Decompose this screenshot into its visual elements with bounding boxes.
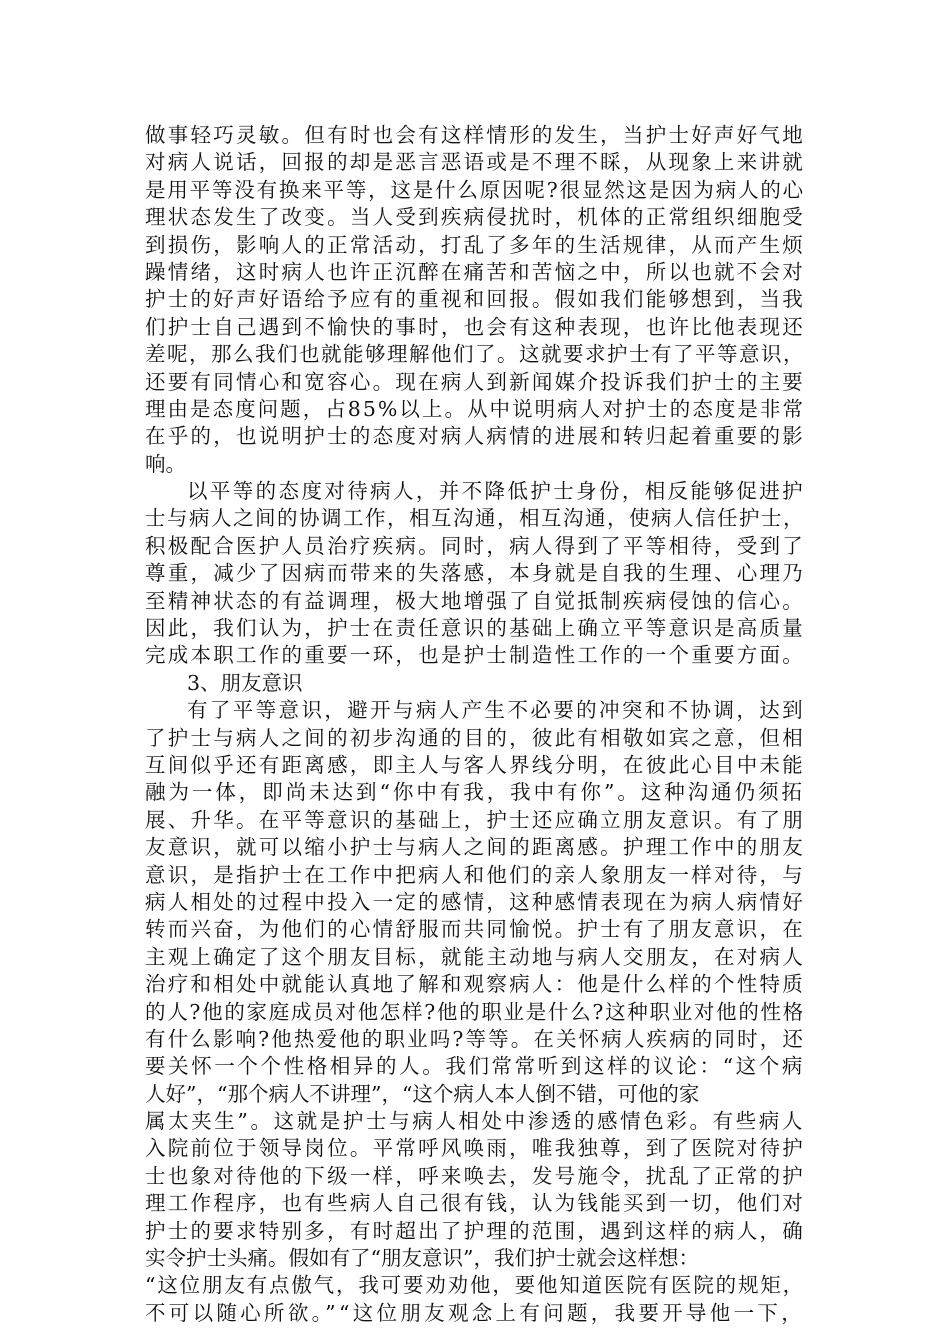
text-line: 转而兴奋，为他们的心情舒服而共同愉悦。护士有了朋友意识，在 xyxy=(145,917,806,942)
text-line: 护士的要求特别多，有时超出了护理的范围，遇到这样的病人，确 xyxy=(145,1218,806,1243)
text-line: 病人相处的过程中投入一定的感情，这种感情表现在为病人病情好 xyxy=(145,889,806,914)
paragraph-start-line: 有了平等意识，避开与病人产生不必要的冲突和不协调，达到 xyxy=(187,698,806,723)
text-line: 士与病人之间的协调工作，相互沟通，相互沟通，使病人信任护士， xyxy=(145,506,805,531)
text-line: 理工作程序，也有些病人自己很有钱，认为钱能买到一切，他们对 xyxy=(145,1191,806,1216)
text-line: 差呢，那么我们也就能够理解他们了。这就要求护士有了平等意识， xyxy=(145,342,805,367)
text-line: 因此，我们认为，护士在责任意识的基础上确立平等意识是高质量 xyxy=(145,616,806,641)
text-line: 了护士与病人之间的初步沟通的目的，彼此有相敬如宾之意，但相 xyxy=(145,725,806,750)
text-line: 护士的好声好语给予应有的重视和回报。假如我们能够想到，当我 xyxy=(145,287,806,312)
text-line: 是用平等没有换来平等，这是什么原因呢?很显然这是因为病人的心 xyxy=(145,177,805,202)
text-line: 做事轻巧灵敏。但有时也会有这样情形的发生，当护士好声好气地 xyxy=(145,123,806,147)
text-line: 要关怀一个个性格相异的人。我们常常听到这样的议论：“这个病 xyxy=(145,1054,805,1079)
text-line: 入院前位于领导岗位。平常呼风唤雨，唯我独尊，到了医院对待护 xyxy=(145,1136,806,1161)
text-line: 至精神状态的有益调理，极大地增强了自觉抵制疾病侵蚀的信心。 xyxy=(145,588,806,613)
text-line: 展、升华。在平等意识的基础上，护士还应确立朋友意识。有了朋 xyxy=(145,807,806,832)
text-line: 尊重，减少了因病而带来的失落感，本身就是自我的生理、心理乃 xyxy=(145,561,806,586)
text-line: 属太夹生”。这就是护士与病人相处中渗透的感情色彩。有些病人 xyxy=(145,1109,805,1134)
text-line: 积极配合医护人员治疗疾病。同时，病人得到了平等相待，受到了 xyxy=(145,533,806,558)
text-line: 们护士自己遇到不愉快的事时，也会有这种表现，也许比他表现还 xyxy=(145,314,806,339)
text-line: “这位朋友有点傲气，我可要劝劝他，要他知道医院有医院的规矩， xyxy=(145,1273,805,1298)
text-line: 在乎的，也说明护士的态度对病人病情的进展和转归起着重要的影 xyxy=(145,424,806,449)
text-line: 融为一体，即尚未达到“你中有我，我中有你”。这种沟通仍须拓 xyxy=(145,780,805,805)
text-line: 友意识，就可以缩小护士与病人之间的距离感。护理工作中的朋友 xyxy=(145,835,806,860)
text-line: 实令护士头痛。假如有了“朋友意识”，我们护士就会这样想： xyxy=(145,1246,699,1271)
text-line: 士也象对待他的下级一样，呼来唤去，发号施令，扰乱了正常的护 xyxy=(145,1163,806,1188)
text-line: 不可以随心所欲。”“这位朋友观念上有问题，我要开导他一下， xyxy=(145,1300,805,1325)
text-line: 有什么影响?他热爱他的职业吗?等等。在关怀病人疾病的同时，还 xyxy=(145,1026,805,1051)
text-line: 互间似乎还有距离感，即主人与客人界线分明，在彼此心目中未能 xyxy=(145,752,806,777)
text-line: 理由是态度问题，占85%以上。从中说明病人对护士的态度是非常 xyxy=(145,396,805,421)
text-line: 人好”，“那个病人不讲理”，“这个病人本人倒不错，可他的家 xyxy=(145,1081,700,1106)
text-line: 躁情绪，这时病人也许正沉醉在痛苦和苦恼之中，所以也就不会对 xyxy=(145,259,806,284)
document-page xyxy=(145,122,805,1327)
text-line: 完成本职工作的重要一环，也是护士制造性工作的一个重要方面。 xyxy=(145,643,806,668)
text-line: 响。 xyxy=(145,451,186,476)
text-line: 到损伤，影响人的正常活动，打乱了多年的生活规律，从而产生烦 xyxy=(145,232,806,257)
text-line: 主观上确定了这个朋友目标，就能主动地与病人交朋友，在对病人 xyxy=(145,944,806,969)
text-line: 的人?他的家庭成员对他怎样?他的职业是什么?这种职业对他的性格 xyxy=(145,999,805,1024)
paragraph-start-line: 以平等的态度对待病人，并不降低护士身份，相反能够促进护 xyxy=(187,479,806,504)
text-line: 对病人说话，回报的却是恶言恶语或是不理不睬，从现象上来讲就 xyxy=(145,150,806,175)
text-line: 意识，是指护士在工作中把病人和他们的亲人象朋友一样对待，与 xyxy=(145,862,806,887)
text-line: 理状态发生了改变。当人受到疾病侵扰时，机体的正常组织细胞受 xyxy=(145,205,806,230)
text-line: 还要有同情心和宽容心。现在病人到新闻媒介投诉我们护士的主要 xyxy=(145,369,806,394)
text-line: 治疗和相处中就能认真地了解和观察病人：他是什么样的个性特质 xyxy=(145,972,806,997)
paragraph-start-line: 3、朋友意识 xyxy=(187,670,303,695)
